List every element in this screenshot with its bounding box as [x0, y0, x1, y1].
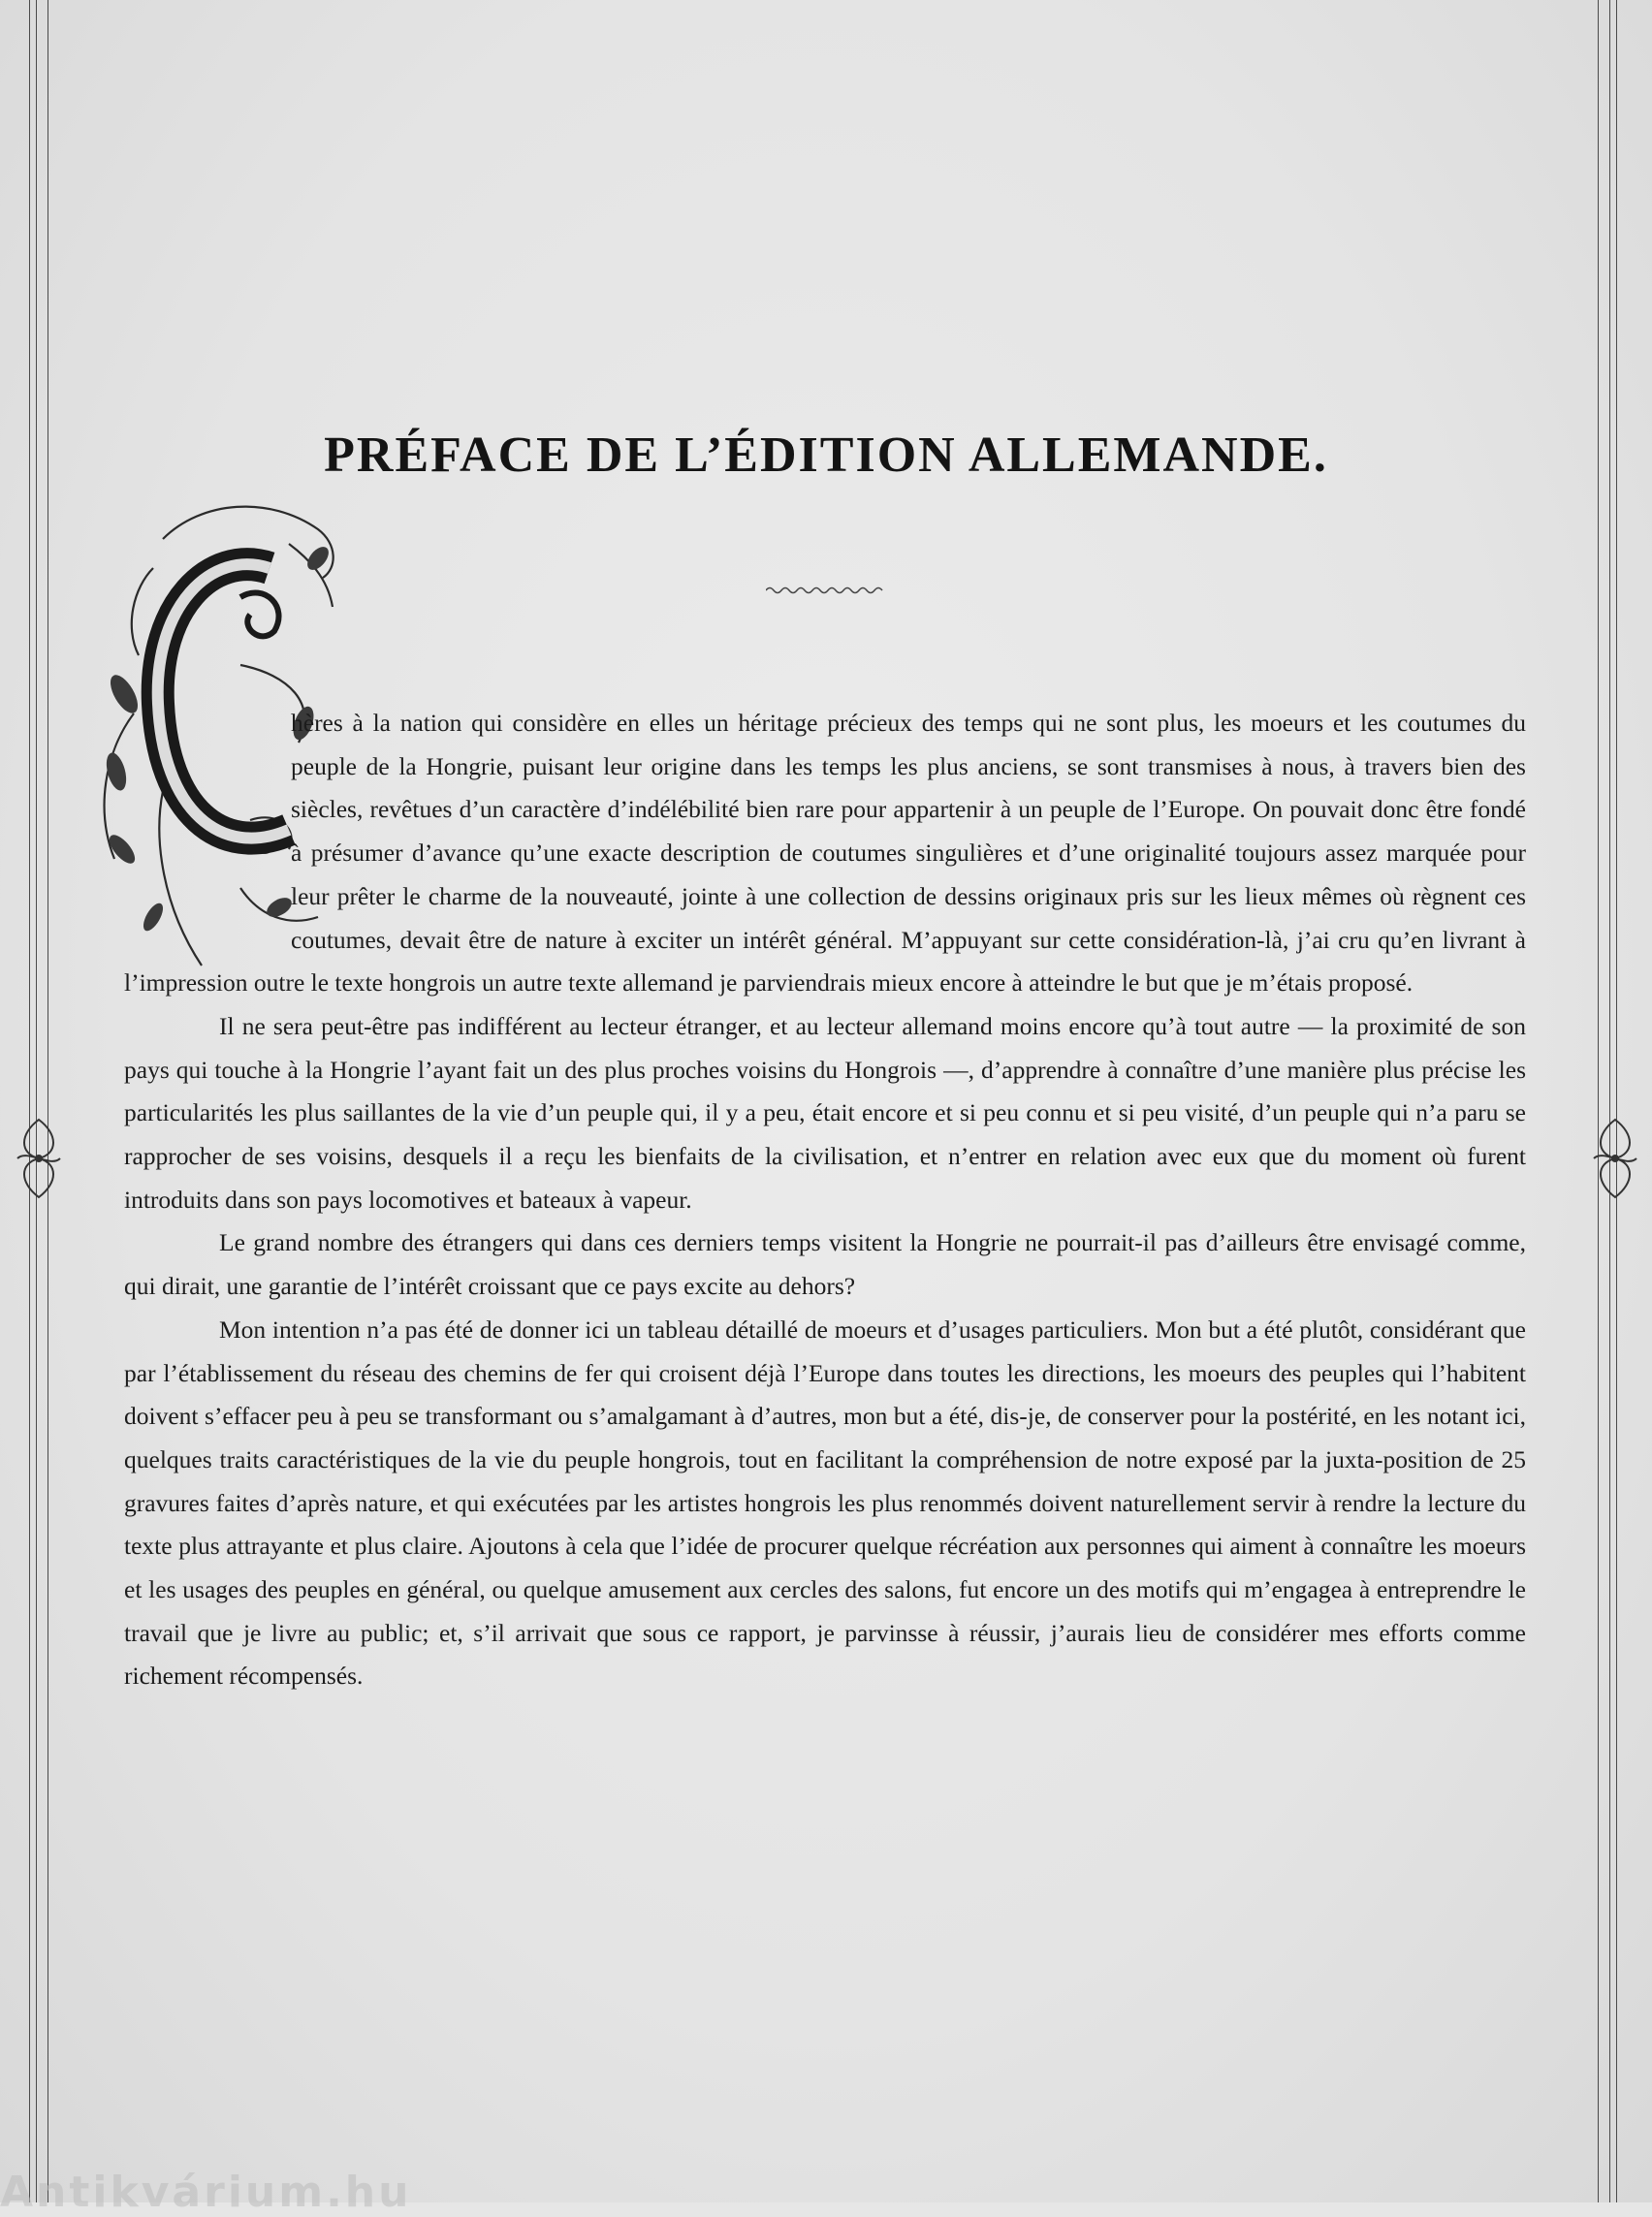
page-title: PRÉFACE DE L’ÉDITION ALLEMANDE.	[324, 428, 1328, 483]
title-divider-squiggle	[766, 586, 886, 595]
left-border-ornament-icon	[10, 1115, 68, 1202]
right-border-rule-inner	[1598, 0, 1599, 2202]
left-border-rule-outer	[29, 0, 30, 2202]
paragraph-4: Mon intention n’a pas été de donner ici un tableau détaillé de moeurs et d’usages particuliers. Mon but a été plutôt, considérant que par l’établissement du réseau des chemins de fer qui croisent déjà l’Europe dans toutes les directions, les moeurs des peuples qui l’habitent doivent s’effacer peu à peu se transformant ou s’amalgamant à d’autres, mon but a été, dis-je, de conserver pour la postérité, en les notant ici, quelques traits caractéristiques de la vie du peuple hongrois, tout en facilitant la compréhension de notre exposé par la juxta-position de 25 gravures faites d’après nature, et qui exécutées par les artistes hongrois les plus renommés doivent naturellement servir à rendre la lecture du texte plus attrayante et plus claire. Ajoutons à cela que l’idée de procurer quelque récréation aux personnes qui aiment à connaître les moeurs et les usages des peuples en général, ou quelque amusement aux cercles des salons, fut encore un des motifs qui m’engagea à entreprendre le travail que je livre au public; et, s’il arrivait que sous ce rapport, je parvinsse à réussir, j’aurais lieu de considérer mes efforts comme richement récompensés.	[124, 1314, 1526, 1691]
paragraph-1: hères à la nation qui considère en elles un héritage précieux des temps qui ne sont plus, les moeurs et les coutumes du peuple de la Hongrie, puisant leur origine dans les temps les plus anciens, se sont transmises à nous, à travers bien des siècles, revêtues d’un caractère d’indélébilité bien rare pour appartenir à un peuple de l’Europe. On pouvait donc être fondé à présumer d’avance qu’une exacte description de coutumes singulières et d’une originalité toujours assez marquée pour leur prêter le charme de la nouveauté, jointe à une collection de dessins originaux pris sur les lieux mêmes où règnent ces coutumes, devait être de nature à exciter un intérêt général. M’appuyant sur cette considération-là, j’ai cru qu’en livrant à l’impression outre le texte hongrois un autre texte allemand je parviendrais mieux encore à atteindre le but que je m’étais proposé.	[124, 709, 1526, 998]
paragraph-1-container	[124, 702, 1526, 1005]
watermark-text: Antikvárium.hu	[0, 2168, 412, 2217]
right-border-ornament-icon	[1586, 1115, 1644, 1202]
right-border-rule-middle	[1609, 0, 1610, 2202]
paragraph-3: Le grand nombre des étrangers qui dans ces derniers temps visitent la Hongrie ne pourrait-il pas d’ailleurs être envisagé comme, qui dirait, une garantie de l’intérêt croissant que ce pays excite au dehors?	[124, 1228, 1526, 1301]
drop-cap-space	[124, 702, 291, 958]
left-border-rule-middle	[36, 0, 37, 2202]
preface-body	[124, 702, 1526, 1698]
right-border-rule-outer	[1616, 0, 1617, 2202]
paragraph-2: Il ne sera peut-être pas indifférent au lecteur étranger, et au lecteur allemand moins encore qu’à tout autre — la proximité de son pays qui touche à la Hongrie l’ayant fait un des plus proches voisins du Hongrois —, d’apprendre à connaître d’une manière plus précise les particularités les plus saillantes de la vie d’un peuple qui, il y a peu, était encore et si peu connu et si peu visité, d’un peuple qui n’a paru se rapprocher de ses voisins, desquels il a reçu les bienfaits de la civilisation, et n’entrer en relation avec eux que du moment où furent introduits dans son pays locomotives et bateaux à vapeur.	[124, 1011, 1526, 1214]
